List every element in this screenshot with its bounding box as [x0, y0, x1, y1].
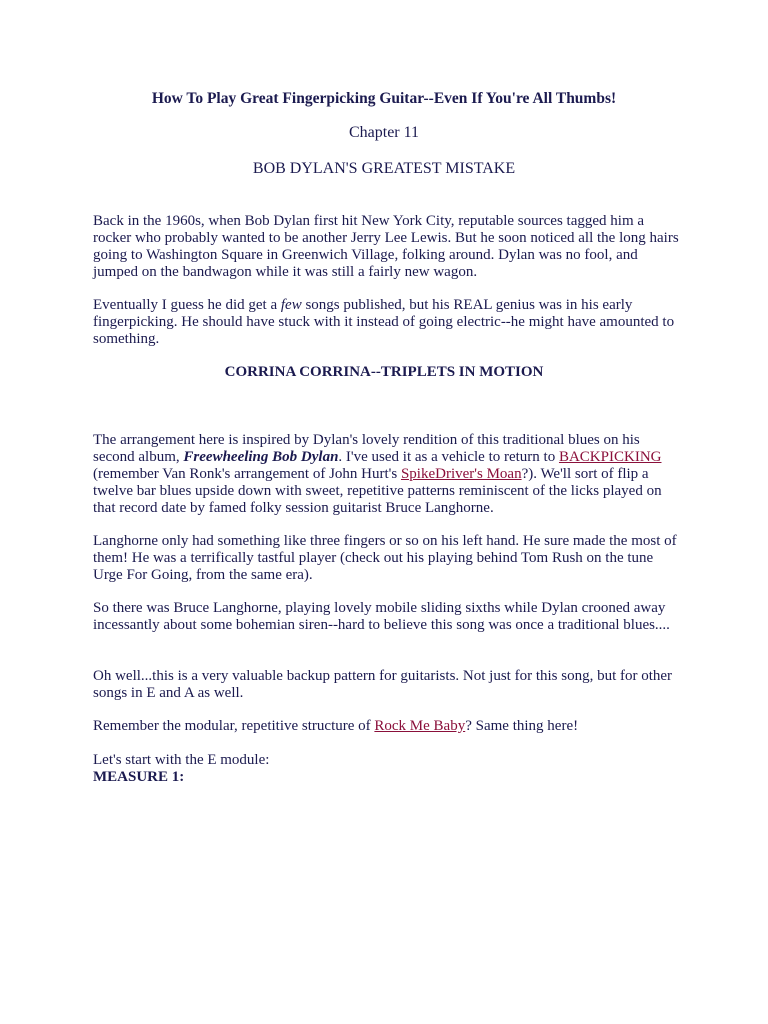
paragraph-text: ? Same thing here!	[465, 718, 579, 734]
paragraph-text: Eventually I guess he did get a	[93, 297, 281, 313]
chapter-label: Chapter 11	[348, 124, 420, 141]
measure-heading: MEASURE 1:	[93, 769, 185, 785]
paragraph-text: songs published, but his REAL genius was in his early fingerpicking. He should have stuck with it instead of going electric--he might have amounted to something.	[93, 297, 675, 347]
paragraph-sliding-sixths: So there was Bruce Langhorne, playing lovely mobile sliding sixths while Dylan crooned away incessantly about some bohemian siren--hard to believe this song was once a traditional blues....	[93, 600, 670, 633]
paragraph-arrangement	[93, 432, 683, 517]
chapter-subtitle: BOB DYLAN'S GREATEST MISTAKE	[252, 160, 516, 177]
paragraph-langhorne: Langhorne only had something like three fingers or so on his left hand. He sure made the most of them! He was a terrifically tastful player (check out his playing behind Tom Rush on the tune Urge For Going, from the same era).	[93, 533, 677, 583]
section-heading: CORRINA CORRINA--TRIPLETS IN MOTION	[224, 364, 544, 380]
paragraph-text: Remember the modular, repetitive structure of	[93, 718, 375, 734]
rock-me-baby-link[interactable]: Rock Me Baby	[374, 718, 466, 734]
document-title: How To Play Great Fingerpicking Guitar--Even If You're All Thumbs!	[151, 90, 617, 107]
paragraph-text: . I've used it as a vehicle to return to	[338, 449, 559, 465]
emphasis-text: few	[280, 297, 302, 313]
paragraph-text: ?). We'll sort of flip a twelve bar blues upside down with sweet, repetitive patterns reminiscent of the licks played on that record date by famed folky session guitarist Bruce Langhorne.	[93, 466, 662, 516]
paragraph-modular	[93, 718, 683, 735]
paragraph-intro: Back in the 1960s, when Bob Dylan first hit New York City, reputable sources tagged him a rocker who probably wanted to be another Jerry Lee Lewis. But he soon noticed all the long hairs going to Washington Square in Greenwich Village, folking around. Dylan was no fool, and jumped on the bandwagon while it was still a fairly new wagon.	[93, 213, 679, 280]
paragraph-text: (remember Van Ronk's arrangement of John Hurt's	[93, 466, 401, 482]
spikedrivers-moan-link[interactable]: SpikeDriver's Moan	[400, 466, 522, 482]
backpicking-link[interactable]: BACKPICKING	[558, 449, 662, 465]
album-title: Freewheeling Bob Dylan	[183, 449, 339, 465]
paragraph-e-module: Let's start with the E module:	[93, 752, 270, 768]
paragraph-fingerpicking	[93, 297, 683, 348]
paragraph-backup-pattern: Oh well...this is a very valuable backup pattern for guitarists. Not just for this song, but for other songs in E and A as well.	[93, 668, 673, 701]
paragraph-text: The arrangement here is inspired by Dylan's lovely rendition of this traditional blues on his second album,	[93, 432, 640, 465]
